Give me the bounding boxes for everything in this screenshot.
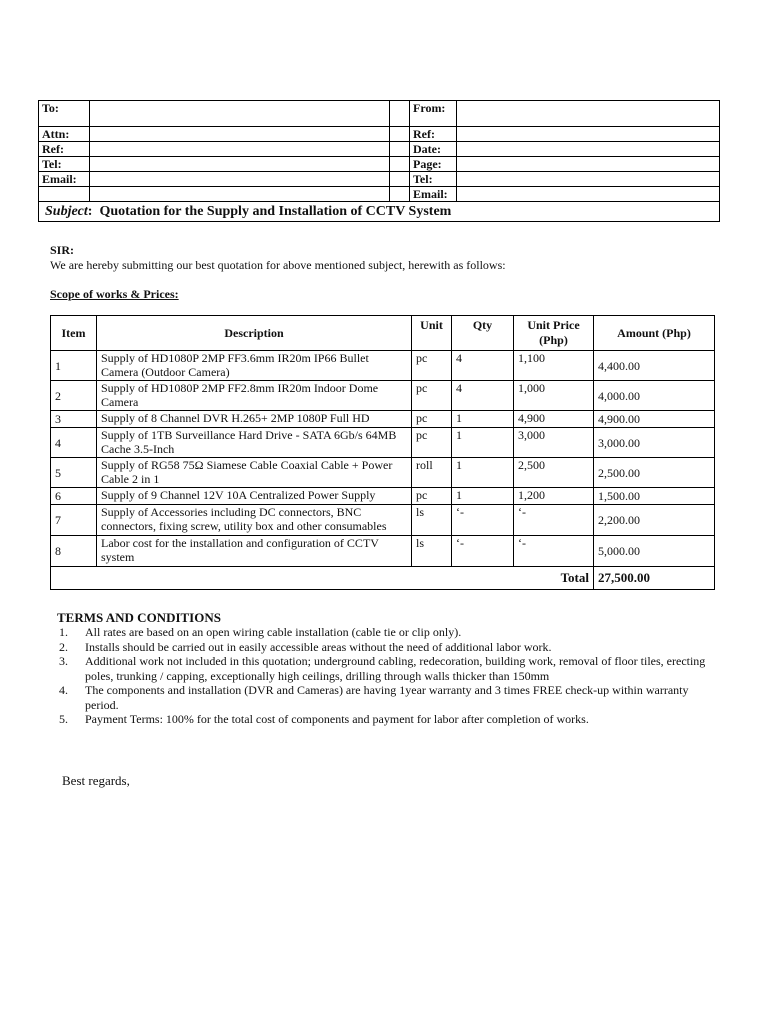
total-amount: 27,500.00 bbox=[594, 567, 715, 590]
row-amount: 4,400.00 bbox=[594, 351, 715, 381]
table-row bbox=[51, 458, 715, 488]
table-row bbox=[51, 428, 715, 458]
row-qty: 1 bbox=[452, 411, 514, 428]
header-row bbox=[39, 172, 720, 187]
header-spacer bbox=[390, 172, 410, 187]
row-unit-price: 4,900 bbox=[514, 411, 594, 428]
price-table bbox=[50, 315, 715, 590]
terms-list bbox=[59, 625, 719, 727]
row-qty: ‘- bbox=[452, 536, 514, 567]
row-qty: 4 bbox=[452, 381, 514, 411]
header-spacer bbox=[390, 142, 410, 157]
header-spacer bbox=[390, 127, 410, 142]
header-value bbox=[90, 187, 390, 202]
row-amount: 2,500.00 bbox=[594, 458, 715, 488]
header-value bbox=[90, 101, 390, 127]
header-value bbox=[90, 142, 390, 157]
header-value bbox=[457, 157, 720, 172]
header-value bbox=[90, 157, 390, 172]
header-value bbox=[457, 142, 720, 157]
term-number: 1. bbox=[59, 625, 68, 639]
row-unit-price: 1,100 bbox=[514, 351, 594, 381]
header-value bbox=[457, 127, 720, 142]
total-row bbox=[51, 567, 715, 590]
header-label bbox=[39, 187, 90, 202]
row-amount: 4,000.00 bbox=[594, 381, 715, 411]
row-description: Supply of RG58 75Ω Siamese Cable Coaxial Cable + Power Cable 2 in 1 bbox=[97, 458, 412, 488]
term-text: Additional work not included in this quotation; underground cabling, redecoration, building work, removal of floor tiles, erecting poles, trunking / capping, exceptionally high ceilings, drilling through walls thicker than 150mm bbox=[85, 654, 706, 683]
row-unit: pc bbox=[412, 428, 452, 458]
header-label: Attn: bbox=[39, 127, 90, 142]
row-item: 4 bbox=[51, 428, 97, 458]
list-item bbox=[59, 625, 719, 640]
header-value bbox=[457, 187, 720, 202]
row-item: 2 bbox=[51, 381, 97, 411]
col-amount-header: Amount (Php) bbox=[594, 316, 715, 351]
row-item: 1 bbox=[51, 351, 97, 381]
term-text: Payment Terms: 100% for the total cost of components and payment for labor after completion of works. bbox=[85, 712, 589, 726]
header-row bbox=[39, 187, 720, 202]
row-unit: ls bbox=[412, 536, 452, 567]
header-label: Page: bbox=[410, 157, 457, 172]
header-row bbox=[39, 157, 720, 172]
row-item: 3 bbox=[51, 411, 97, 428]
scope-title: Scope of works & Prices: bbox=[50, 287, 179, 301]
col-item-header: Item bbox=[51, 316, 97, 351]
header-row bbox=[39, 127, 720, 142]
row-unit: pc bbox=[412, 411, 452, 428]
term-text: All rates are based on an open wiring cable installation (cable tie or clip only). bbox=[85, 625, 462, 639]
intro-text: We are hereby submitting our best quotation for above mentioned subject, herewith as follows: bbox=[50, 258, 506, 272]
row-amount: 3,000.00 bbox=[594, 428, 715, 458]
term-text: The components and installation (DVR and Cameras) are having 1year warranty and 3 times FREE check-up within warranty period. bbox=[85, 683, 689, 712]
term-number: 4. bbox=[59, 683, 68, 697]
header-spacer bbox=[390, 101, 410, 127]
subject-colon: : bbox=[87, 204, 93, 219]
header-label: Ref: bbox=[39, 142, 90, 157]
row-description: Supply of 9 Channel 12V 10A Centralized Power Supply bbox=[97, 488, 412, 505]
row-unit-price: 3,000 bbox=[514, 428, 594, 458]
table-row bbox=[51, 488, 715, 505]
header-value bbox=[90, 172, 390, 187]
salutation: SIR: bbox=[50, 243, 75, 257]
table-row bbox=[51, 536, 715, 567]
row-qty: 1 bbox=[452, 488, 514, 505]
header-label: Email: bbox=[39, 172, 90, 187]
term-number: 3. bbox=[59, 654, 68, 668]
row-unit-price: 2,500 bbox=[514, 458, 594, 488]
row-description: Supply of 1TB Surveillance Hard Drive - SATA 6Gb/s 64MB Cache 3.5-Inch bbox=[97, 428, 412, 458]
header-spacer bbox=[390, 187, 410, 202]
row-qty: 1 bbox=[452, 458, 514, 488]
subject-text: Quotation for the Supply and Installation of CCTV System bbox=[99, 204, 452, 219]
table-row bbox=[51, 381, 715, 411]
col-qty-header: Qty bbox=[452, 316, 514, 351]
header-label: Tel: bbox=[410, 172, 457, 187]
row-unit-price: 1,000 bbox=[514, 381, 594, 411]
row-unit-price: ‘- bbox=[514, 536, 594, 567]
row-unit-price: ‘- bbox=[514, 505, 594, 536]
term-text: Installs should be carried out in easily accessible areas without the need of additional labor work. bbox=[85, 639, 552, 654]
header-label: From: bbox=[410, 101, 457, 127]
row-item: 5 bbox=[51, 458, 97, 488]
row-item: 7 bbox=[51, 505, 97, 536]
row-unit: pc bbox=[412, 351, 452, 381]
row-amount: 5,000.00 bbox=[594, 536, 715, 567]
total-label: Total bbox=[51, 567, 594, 590]
row-unit: pc bbox=[412, 488, 452, 505]
row-description: Labor cost for the installation and configuration of CCTV system bbox=[97, 536, 412, 567]
header-value bbox=[457, 172, 720, 187]
list-item bbox=[59, 683, 719, 712]
col-unit-header: Unit bbox=[412, 316, 452, 351]
term-number: 2. bbox=[59, 639, 68, 654]
row-unit: ls bbox=[412, 505, 452, 536]
col-description-header: Description bbox=[97, 316, 412, 351]
header-label: To: bbox=[39, 101, 90, 127]
closing-text: Best regards, bbox=[62, 773, 130, 788]
row-description: Supply of 8 Channel DVR H.265+ 2MP 1080P Full HD bbox=[97, 411, 412, 428]
terms-title: TERMS AND CONDITIONS bbox=[57, 610, 221, 625]
col-unit-price-header: Unit Price (Php) bbox=[514, 316, 594, 351]
row-amount: 4,900.00 bbox=[594, 411, 715, 428]
row-unit-price: 1,200 bbox=[514, 488, 594, 505]
row-description: Supply of HD1080P 2MP FF2.8mm IR20m Indoor Dome Camera bbox=[97, 381, 412, 411]
subject-label: Subject bbox=[45, 204, 88, 219]
row-item: 8 bbox=[51, 536, 97, 567]
row-unit: pc bbox=[412, 381, 452, 411]
subject-row bbox=[39, 202, 720, 222]
list-item bbox=[59, 640, 719, 655]
row-description: Supply of Accessories including DC connectors, BNC connectors, fixing screw, utility box and other consumables bbox=[97, 505, 412, 536]
row-qty: ‘- bbox=[452, 505, 514, 536]
table-row bbox=[51, 411, 715, 428]
row-unit: roll bbox=[412, 458, 452, 488]
row-amount: 1,500.00 bbox=[594, 488, 715, 505]
row-amount: 2,200.00 bbox=[594, 505, 715, 536]
header-row bbox=[39, 142, 720, 157]
header-spacer bbox=[390, 157, 410, 172]
subject-line bbox=[39, 202, 720, 222]
row-item: 6 bbox=[51, 488, 97, 505]
header-label: Email: bbox=[410, 187, 457, 202]
header-value bbox=[90, 127, 390, 142]
price-table-header bbox=[51, 316, 715, 351]
header-label: Ref: bbox=[410, 127, 457, 142]
header-value bbox=[457, 101, 720, 127]
header-info-table bbox=[38, 100, 720, 222]
table-row bbox=[51, 351, 715, 381]
header-label: Tel: bbox=[39, 157, 90, 172]
row-qty: 1 bbox=[452, 428, 514, 458]
row-qty: 4 bbox=[452, 351, 514, 381]
table-row bbox=[51, 505, 715, 536]
header-row bbox=[39, 101, 720, 127]
term-number: 5. bbox=[59, 712, 68, 726]
list-item bbox=[59, 654, 719, 683]
row-description: Supply of HD1080P 2MP FF3.6mm IR20m IP66 Bullet Camera (Outdoor Camera) bbox=[97, 351, 412, 381]
list-item bbox=[59, 712, 719, 727]
header-label: Date: bbox=[410, 142, 457, 157]
